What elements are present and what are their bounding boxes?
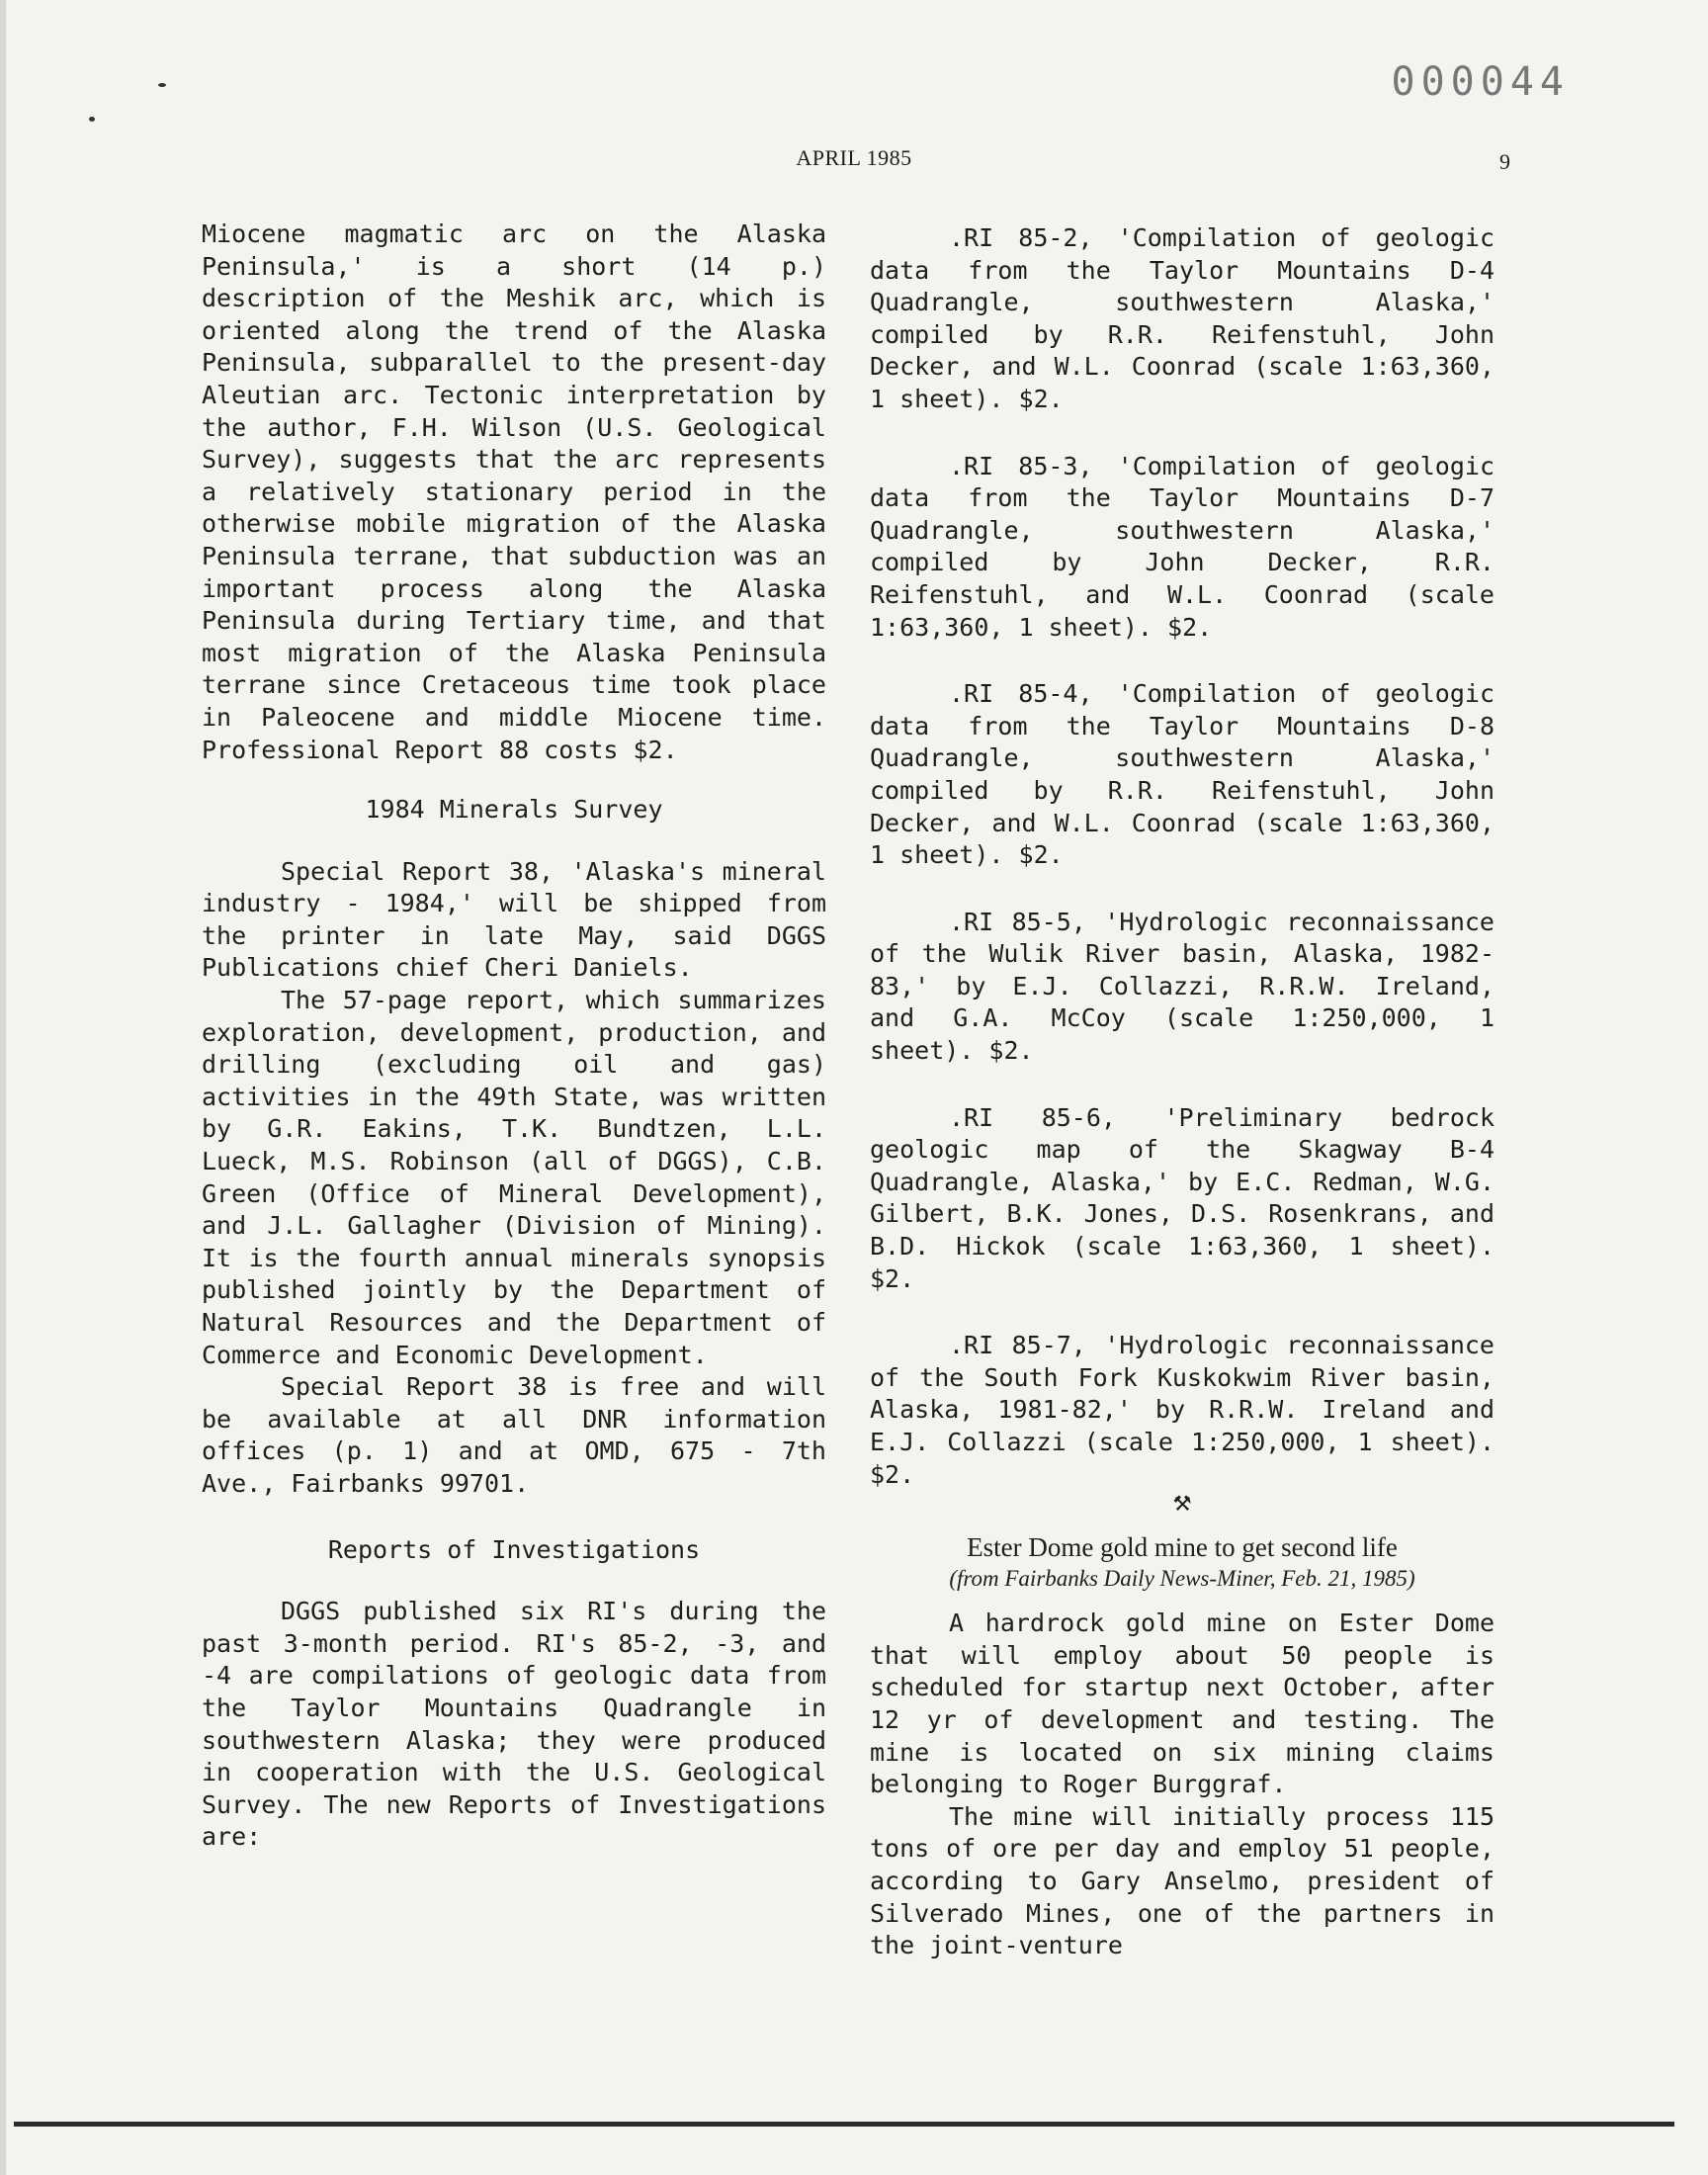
reports-heading: Reports of Investigations bbox=[327, 1534, 701, 1564]
scan-speck bbox=[158, 83, 166, 87]
report-entry: .RI 85-3, 'Compilation of geologic data from the Taylor Mountains D-7 Quadrangle, southwestern Alaska,' compiled by John Decker, R.R. Reifenstuhl, and W.L. Coonrad (scale 1:63,360, 1 sheet). $2. bbox=[870, 451, 1494, 642]
minerals-survey-heading: 1984 Minerals Survey bbox=[365, 795, 663, 825]
bottom-rule bbox=[14, 2122, 1674, 2127]
page-number: 9 bbox=[1499, 149, 1510, 174]
page-date: APRIL 1985 bbox=[796, 145, 912, 170]
report-entry: .RI 85-7, 'Hydrologic reconnaissance of the South Fork Kuskokwim River basin, Alaska, 1981-82,' by R.R.W. Ireland and E.J. Collazzi (scale 1:250,000, 1 sheet). $2. bbox=[870, 1331, 1494, 1489]
intro-paragraph: Miocene magmatic arc on the Alaska Peninsula,' is a short (14 p.) description of the Meshik arc, which is oriented along the trend of the Alaska Peninsula, subparallel to the present-day Aleutian arc. Tectonic interpretation by the author, F.H. Wilson (U.S. Geological Survey), suggests that the arc represents a relatively stationary period in the otherwise mobile migration of the Alaska Peninsula terrane, that subduction was an important process along the Alaska Peninsula during Tertiary time, and that most migration of the Alaska Peninsula terrane since Cretaceous time took place in Paleocene and middle Miocene time. Professional Report 88 costs $2. bbox=[202, 219, 826, 764]
reports-paragraph: DGGS published six RI's during the past 3-month period. RI's 85-2, -3, and -4 are compilations of geologic data from the Taylor Mountains Quadrangle in southwestern Alaska; they were produced in cooperation with the U.S. Geological Survey. The new Reports of Investigations are: bbox=[202, 1597, 826, 1852]
report-entry: .RI 85-5, 'Hydrologic reconnaissance of the Wulik River basin, Alaska, 1982-83,' by E.J. Collazzi, R.R.W. Ireland, and G.A. McCoy (scale 1:250,000, 1 sheet). $2. bbox=[870, 907, 1494, 1066]
minerals-paragraph: Special Report 38, 'Alaska's mineral industry - 1984,' will be shipped from the printer in late May, said DGGS Publications chief Cheri Daniels. bbox=[202, 856, 826, 983]
article-paragraph: A hardrock gold mine on Ester Dome that will employ about 50 people is scheduled for startup next October, after 12 yr of development and testing. The mine is located on six mining claims belonging to Roger Burggraf. bbox=[870, 1609, 1494, 1799]
left-column bbox=[202, 218, 826, 1854]
minerals-paragraph: Special Report 38 is free and will be available at all DNR information offices (p. 1) and at OMD, 675 - 7th Ave., Fairbanks 99701. bbox=[202, 1372, 826, 1498]
article-paragraph: The mine will initially process 115 tons of ore per day and employ 51 people, according to Gary Anselmo, president of Silverado Mines, one of the partners in the joint-venture bbox=[870, 1801, 1494, 1960]
report-entry: .RI 85-2, 'Compilation of geologic data from the Taylor Mountains D-4 Quadrangle, southwestern Alaska,' compiled by R.R. Reifenstuhl, John Decker, and W.L. Coonrad (scale 1:63,360, 1 sheet). $2. bbox=[870, 223, 1494, 413]
article-source: (from Fairbanks Daily News-Miner, Feb. 21, 1985) bbox=[949, 1566, 1415, 1592]
page-edge bbox=[0, 0, 6, 2175]
report-entry: .RI 85-6, 'Preliminary bedrock geologic map of the Skagway B-4 Quadrangle, Alaska,' by E.C. Redman, W.G. Gilbert, B.K. Jones, D.S. Rosenkrans, and B.D. Hickok (scale 1:63,360, 1 sheet). $2. bbox=[870, 1102, 1494, 1293]
minerals-paragraph: The 57-page report, which summarizes exploration, development, production, and drilling (excluding oil and gas) activities in the 49th State, was written by G.R. Eakins, T.K. Bundtzen, L.L. Lueck, M.S. Robinson (all of DGGS), C.B. Green (Office of Mineral Development), and J.L. Gallagher (Division of Mining). It is the fourth annual minerals synopsis published jointly by the Department of Natural Resources and the Department of Commerce and Economic Development. bbox=[202, 986, 826, 1369]
article-title: Ester Dome gold mine to get second life bbox=[967, 1532, 1398, 1563]
stamp-number: 000044 bbox=[1391, 59, 1570, 105]
report-entry: .RI 85-4, 'Compilation of geologic data from the Taylor Mountains D-8 Quadrangle, southwestern Alaska,' compiled by R.R. Reifenstuhl, John Decker, and W.L. Coonrad (scale 1:63,360, 1 sheet). $2. bbox=[870, 679, 1494, 870]
right-column bbox=[870, 222, 1494, 1962]
hammer-pick-icon: ⚒ bbox=[1172, 1484, 1192, 1520]
scan-speck bbox=[89, 117, 95, 122]
